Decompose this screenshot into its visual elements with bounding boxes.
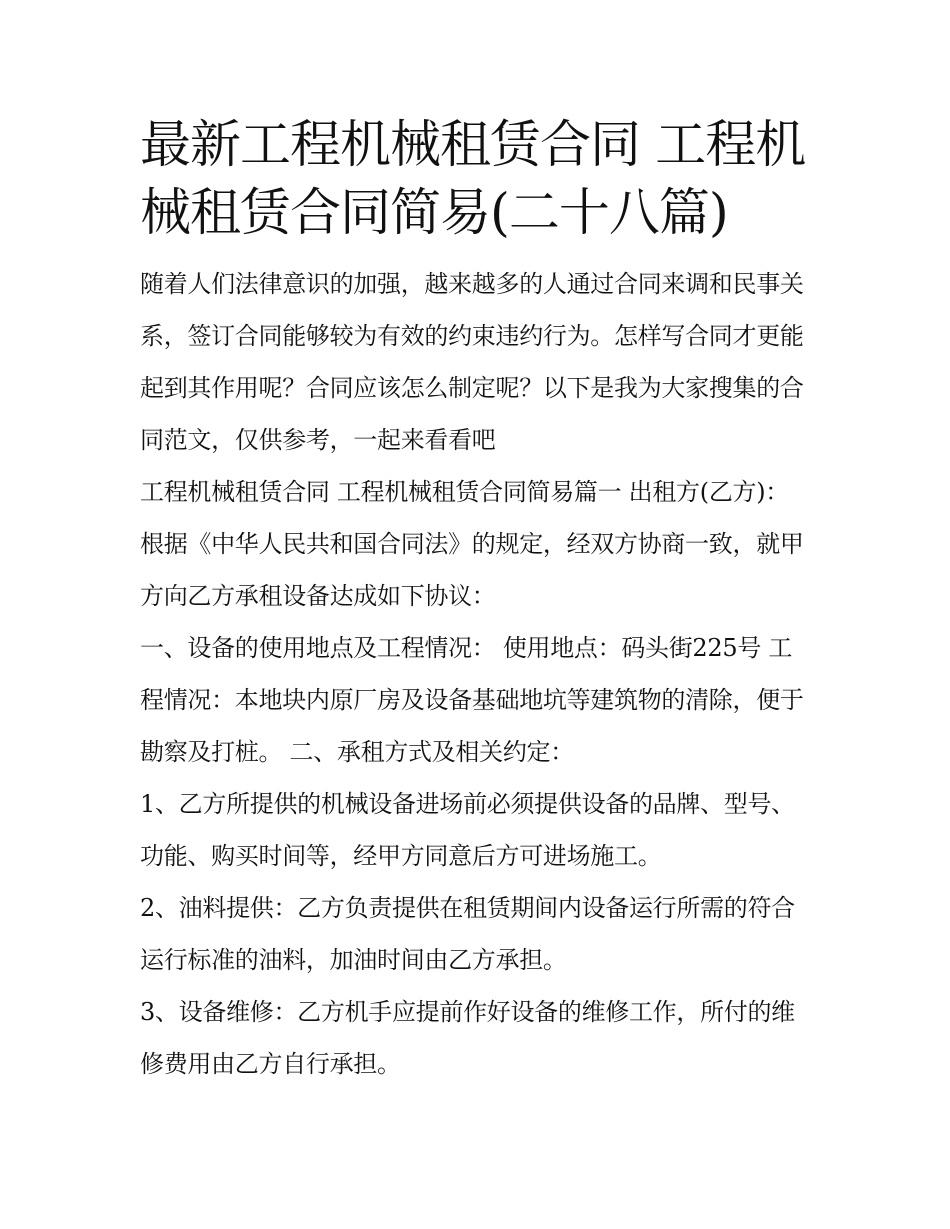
document-title: 最新工程机械租赁合同 工程机械租赁合同简易(二十八篇) [140,116,806,243]
paragraph-item-2: 2、油料提供：乙方负责提供在租赁期间内设备运行所需的符合运行标准的油料，加油时间由乙方承担。 [140,894,795,974]
paragraph-item-3: 3、设备维修：乙方机手应提前作好设备的维修工作，所付的维修费用由乙方自行承担。 [140,998,795,1078]
paragraph-item-1: 1、乙方所提供的机械设备进场前必须提供设备的品牌、型号、功能、购买时间等，经甲方同意后方可进场施工。 [140,790,795,870]
document-page [140,112,815,1090]
paragraph-contract-intro: 工程机械租赁合同 工程机械租赁合同简易篇一 出租方(乙方)： 根据《中华人民共和国合同法》的规定，经双方协商一致，就甲方向乙方承租设备达成如下协议： [140,478,804,610]
paragraph-section-one: 一、设备的使用地点及工程情况： 使用地点：码头街225号 工程情况：本地块内原厂房及设备基础地坑等建筑物的清除，便于勘察及打桩。 二、承租方式及相关约定： [140,634,804,766]
paragraph-intro: 随着人们法律意识的加强，越来越多的人通过合同来调和民事关系，签订合同能够较为有效的约束违约行为。怎样写合同才更能起到其作用呢？合同应该怎么制定呢？以下是我为大家搜集的合同范文，仅供参考，一起来看看吧 [140,270,804,454]
